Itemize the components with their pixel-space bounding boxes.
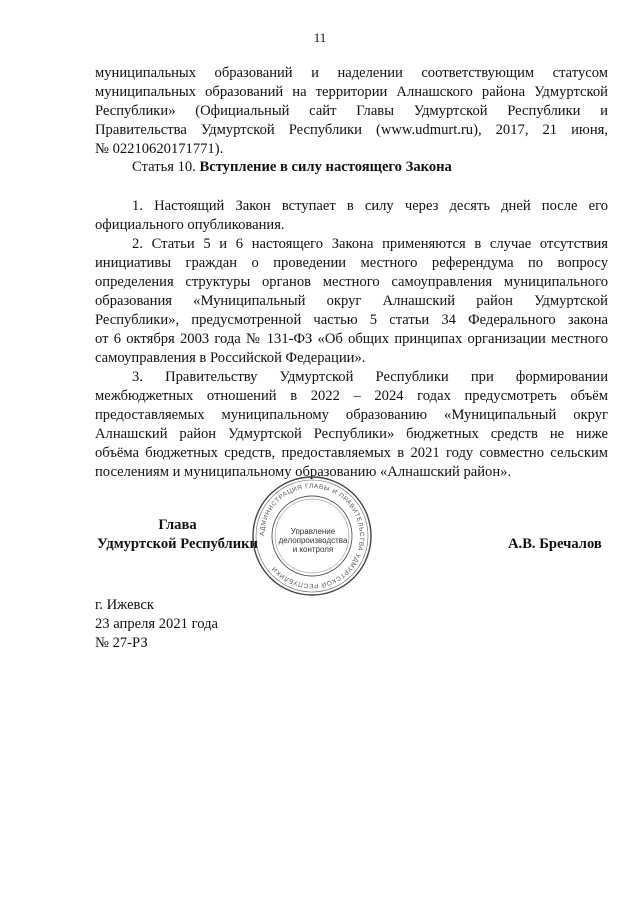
signatory-title (97, 516, 258, 554)
text-line: официального опубликования. (95, 217, 285, 233)
text-line: Правительства Удмуртской Республики (www.udmurt.ru), 2017, 21 июня, (95, 122, 608, 138)
text-line: 3. Правительству Удмуртской Республики при формировании (132, 369, 608, 385)
clause-3 (95, 368, 608, 482)
text-line: муниципальных образований и наделении соответствующим статусом (95, 65, 608, 81)
text-line: муниципальных образований на территории Алнашского района Удмуртской (95, 84, 608, 100)
clause-1 (95, 197, 608, 235)
text-line: Республики» (Официальный сайт Главы Удмуртской Республики и (95, 103, 608, 119)
signatory-name: А.В. Бречалов (508, 536, 602, 552)
text-line: предоставляемых муниципальному образованию «Муниципальный округ (95, 407, 608, 423)
footer-date: 23 апреля 2021 года (95, 616, 218, 632)
document-footer (95, 596, 218, 653)
text-line: поселениям и муниципальному образованию «Алнашский район». (95, 464, 512, 480)
text-line: Алнашский район Удмуртской Республики» бюджетных средств не ниже (95, 426, 608, 442)
text-line: образования «Муниципальный округ Алнашский район Удмуртской (95, 293, 608, 309)
signatory-title-line1: Глава (158, 517, 197, 533)
text-line: межбюджетных отношений в 2022 – 2024 годах предусмотреть объём (95, 388, 608, 404)
text-line: объёма бюджетных средств, предоставляемых в 2021 году совместно сельским (95, 445, 608, 461)
text-line: самоуправления в Российской Федерации». (95, 350, 366, 366)
page-number: 11 (313, 30, 327, 45)
signatory-title-line2: Удмуртской Республики (97, 536, 258, 552)
intro-paragraph (95, 64, 608, 159)
article-title: Вступление в силу настоящего Закона (199, 159, 452, 175)
text-line: Республики», предусмотренной частью 5 статьи 34 Федерального закона (95, 312, 608, 328)
text-line: инициативы граждан о проведении местного референдума по вопросу (95, 255, 608, 271)
text-line: 2. Статьи 5 и 6 настоящего Закона применяются в случае отсутствия (132, 236, 608, 252)
text-line: № 02210620171771). (95, 141, 224, 157)
article-heading (132, 158, 452, 177)
footer-number: № 27-РЗ (95, 635, 148, 651)
text-line: от 6 октября 2003 года № 131-ФЗ «Об общих принципах организации местного (95, 331, 608, 347)
clause-2 (95, 235, 608, 368)
seal-inner-text: Управление делопроизводства и контроля (278, 527, 348, 554)
article-number: Статья 10. (132, 159, 196, 175)
text-line: определения структуры органов местного самоуправления муниципального (95, 274, 608, 290)
footer-city: г. Ижевск (95, 597, 154, 613)
seal-ring-text: АДМИНИСТРАЦИЯ ГЛАВЫ И ПРАВИТЕЛЬСТВА УДМУРТСКОЙ РЕСПУБЛИКИ (258, 482, 366, 590)
text-line: 1. Настоящий Закон вступает в силу через десять дней после его (132, 198, 608, 214)
